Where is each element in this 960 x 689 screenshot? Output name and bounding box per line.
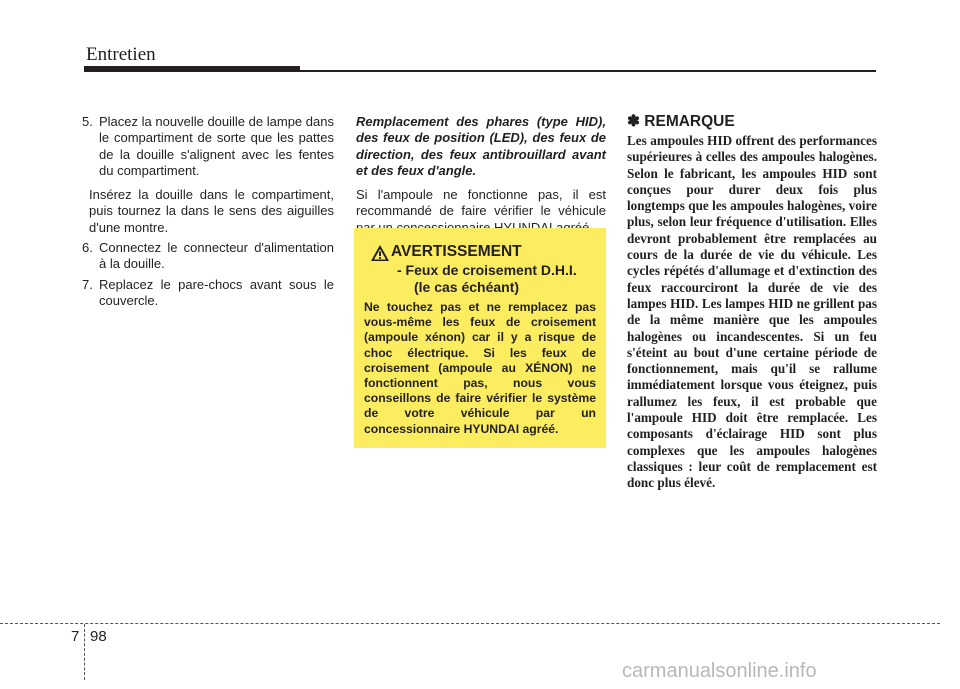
note-body: Les ampoules HID offrent des performances supérieures à celles des ampoules halogènes. Selon le fabricant, les ampoules HID sont conçues pour durer deux fois plus longtemps que les ampoules halogènes, voire plus, selon leur fréquence d'utilisation. Elles devront probablement être remplacées au cours de la durée de vie du véhicule. Les cycles répétés d'allumage et d'extinction des feux raccourciront la durée de vie des lampes HID. Les lampes HID ne grillent pas de la même manière que les ampoules halogènes ou incandescentes. Si un feu s'éteint au bout d'une certaine période de fonctionnement, mais qu'il se rallume immédiatement lorsque vous éteignez, puis rallumez les feux, il est probable que l'ampoule HID doit être remplacée. Les composants d'éclairage HID sont plus complexes que les ampoules halogènes classiques : leur coût de remplacement est donc plus élevé.	[627, 133, 877, 491]
watermark: carmanualsonline.info	[622, 660, 817, 682]
warning-triangle-icon	[370, 244, 390, 262]
step-number: 7.	[82, 276, 93, 292]
step-6	[82, 240, 334, 273]
step-5	[82, 114, 334, 179]
middle-column	[356, 114, 606, 236]
note-heading: ✽ REMARQUE	[627, 113, 735, 130]
step-text: Connectez le connecteur d'alimentation à la douille.	[99, 240, 334, 272]
section-body: Si l'ampoule ne fonctionne pas, il est recommandé de faire vérifier le véhicule	[356, 187, 606, 219]
page-number: 98	[90, 628, 107, 645]
chapter-number: 7	[71, 628, 80, 645]
footer-dashed-divider	[84, 624, 85, 680]
step-number: 6.	[82, 240, 93, 256]
step-number: 5.	[82, 114, 93, 129]
warning-title: AVERTISSEMENT	[391, 243, 522, 260]
step-7	[82, 277, 334, 310]
footer-dashed-rule	[0, 623, 940, 624]
step-text: Placez la nouvelle douille de lampe dans le compartiment de sorte que les pattes de la douille s'alignent avec les fentes du compartiment.	[99, 114, 334, 178]
instruction-paragraph: Insérez la douille dans le compartiment, puis tournez la dans le sens des aiguilles d'une montre.	[89, 187, 334, 235]
header-rule-thin	[300, 70, 876, 72]
header-rule-thick	[84, 66, 300, 72]
step-text: Replacez le pare-chocs avant sous le couvercle.	[99, 276, 334, 308]
section-subheading: Remplacement des phares (type HID), des feux de position (LED), des feux de direction, des feux antibrouillard avant et des feux d'angle.	[356, 114, 606, 178]
page-header-title: Entretien	[86, 44, 156, 65]
warning-subtitle: - Feux de croisement D.H.I.	[397, 262, 577, 278]
warning-box	[354, 228, 606, 448]
warning-subtitle-condition: (le cas échéant)	[414, 279, 520, 295]
left-column	[82, 114, 334, 309]
warning-body: Ne touchez pas et ne remplacez pas vous-même les feux de croisement (ampoule xénon) car il y a risque de choc électrique. Si les feux de croisement (ampoule au XÉNON) ne fonctionnent pas, nous vous conseillons de faire vérifier le système de votre véhicule par un concessionnaire HYUNDAI agréé.	[364, 300, 596, 436]
